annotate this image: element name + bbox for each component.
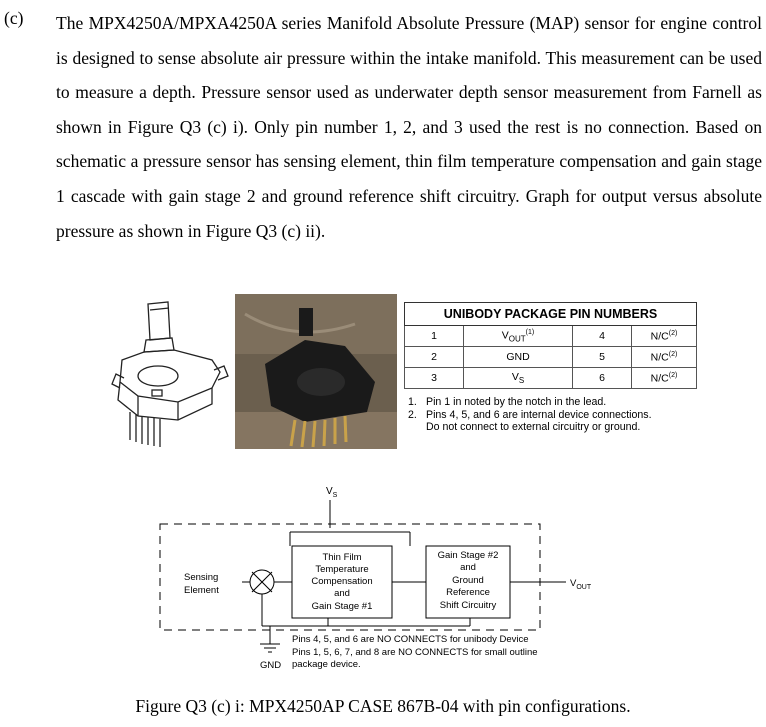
svg-text:Compensation: Compensation [311,576,373,587]
pin-number: 5 [573,347,632,368]
pin-table [404,302,697,389]
question-label: (c) [4,8,24,28]
pin-number: 3 [405,368,464,389]
pin-name: $N/C^{(2)}$ [632,326,697,347]
pin-number: 2 [405,347,464,368]
block-schematic [150,482,620,672]
pin-name: $V_{OUT}^{(1)}$ [464,326,573,347]
table-row [405,326,697,347]
svg-text:Shift Circuitry: Shift Circuitry [439,600,497,611]
schematic-note: package device. [292,659,361,670]
pin-number: 1 [405,326,464,347]
pin-name: $V_S$ [464,368,573,389]
svg-text:and: and [460,562,476,573]
pin-number: 4 [573,326,632,347]
svg-text:Gain Stage #1: Gain Stage #1 [311,601,373,612]
sensing-label: Sensing [184,572,219,583]
svg-text:Reference: Reference [446,587,490,598]
table-row [405,368,697,389]
figure-caption: Figure Q3 (c) i: MPX4250AP CASE 867B-04 with pin configurations. [135,696,631,716]
svg-text:VOUT: $V_{OUT}$ [570,578,592,591]
pin-name: $N/C^{(2)}$ [632,347,697,368]
schematic-note: Pins 1, 5, 6, 7, and 8 are NO CONNECTS for small outline [292,647,538,658]
pin-name: $N/C^{(2)}$ [632,368,697,389]
table-row [405,347,697,368]
sensor-photo [235,294,397,449]
pin-number: 6 [573,368,632,389]
svg-text:Ground: Ground [452,575,484,586]
svg-text:VS: $V_S$ [326,486,338,499]
pin-notes [408,396,658,434]
list-item: 2. Pins 4, 5, and 6 are internal device connections. Do not connect to external circuitry or ground. [408,408,652,434]
schematic-note: Pins 4, 5, and 6 are NO CONNECTS for unibody Device [292,634,529,645]
svg-text:Thin Film: Thin Film [322,552,362,563]
sensing-label: Element [184,585,219,596]
svg-text:Temperature: Temperature [315,564,369,575]
question-paragraph: The MPX4250A/MPXA4250A series Manifold Absolute Pressure (MAP) sensor for engine control is designed to sense absolute air pressure within the intake manifold. This measurement can be used to measure a depth. Pressure sensor used as underwater depth sensor measurement from Farnell as shown in Figure Q3 (c) i). Only pin number 1, 2, and 3 used the rest is no connection. Based on schematic a pressure sensor has sensing element, thin film temperature compensation and gain stage 1 cascade with gain stage 2 and ground reference shift circuitry. Graph for output versus absolute pressure as shown in Figure Q3 (c) ii). [56,13,762,241]
svg-text:and: and [334,588,350,599]
pin-name: GND [464,347,573,368]
gnd-label: GND [260,660,282,671]
list-item: 1. Pin 1 in noted by the notch in the lead. [408,396,607,408]
svg-text:Gain Stage #2: Gain Stage #2 [437,550,499,561]
sensor-drawing [108,300,234,450]
pin-table-title: UNIBODY PACKAGE PIN NUMBERS [405,303,697,326]
